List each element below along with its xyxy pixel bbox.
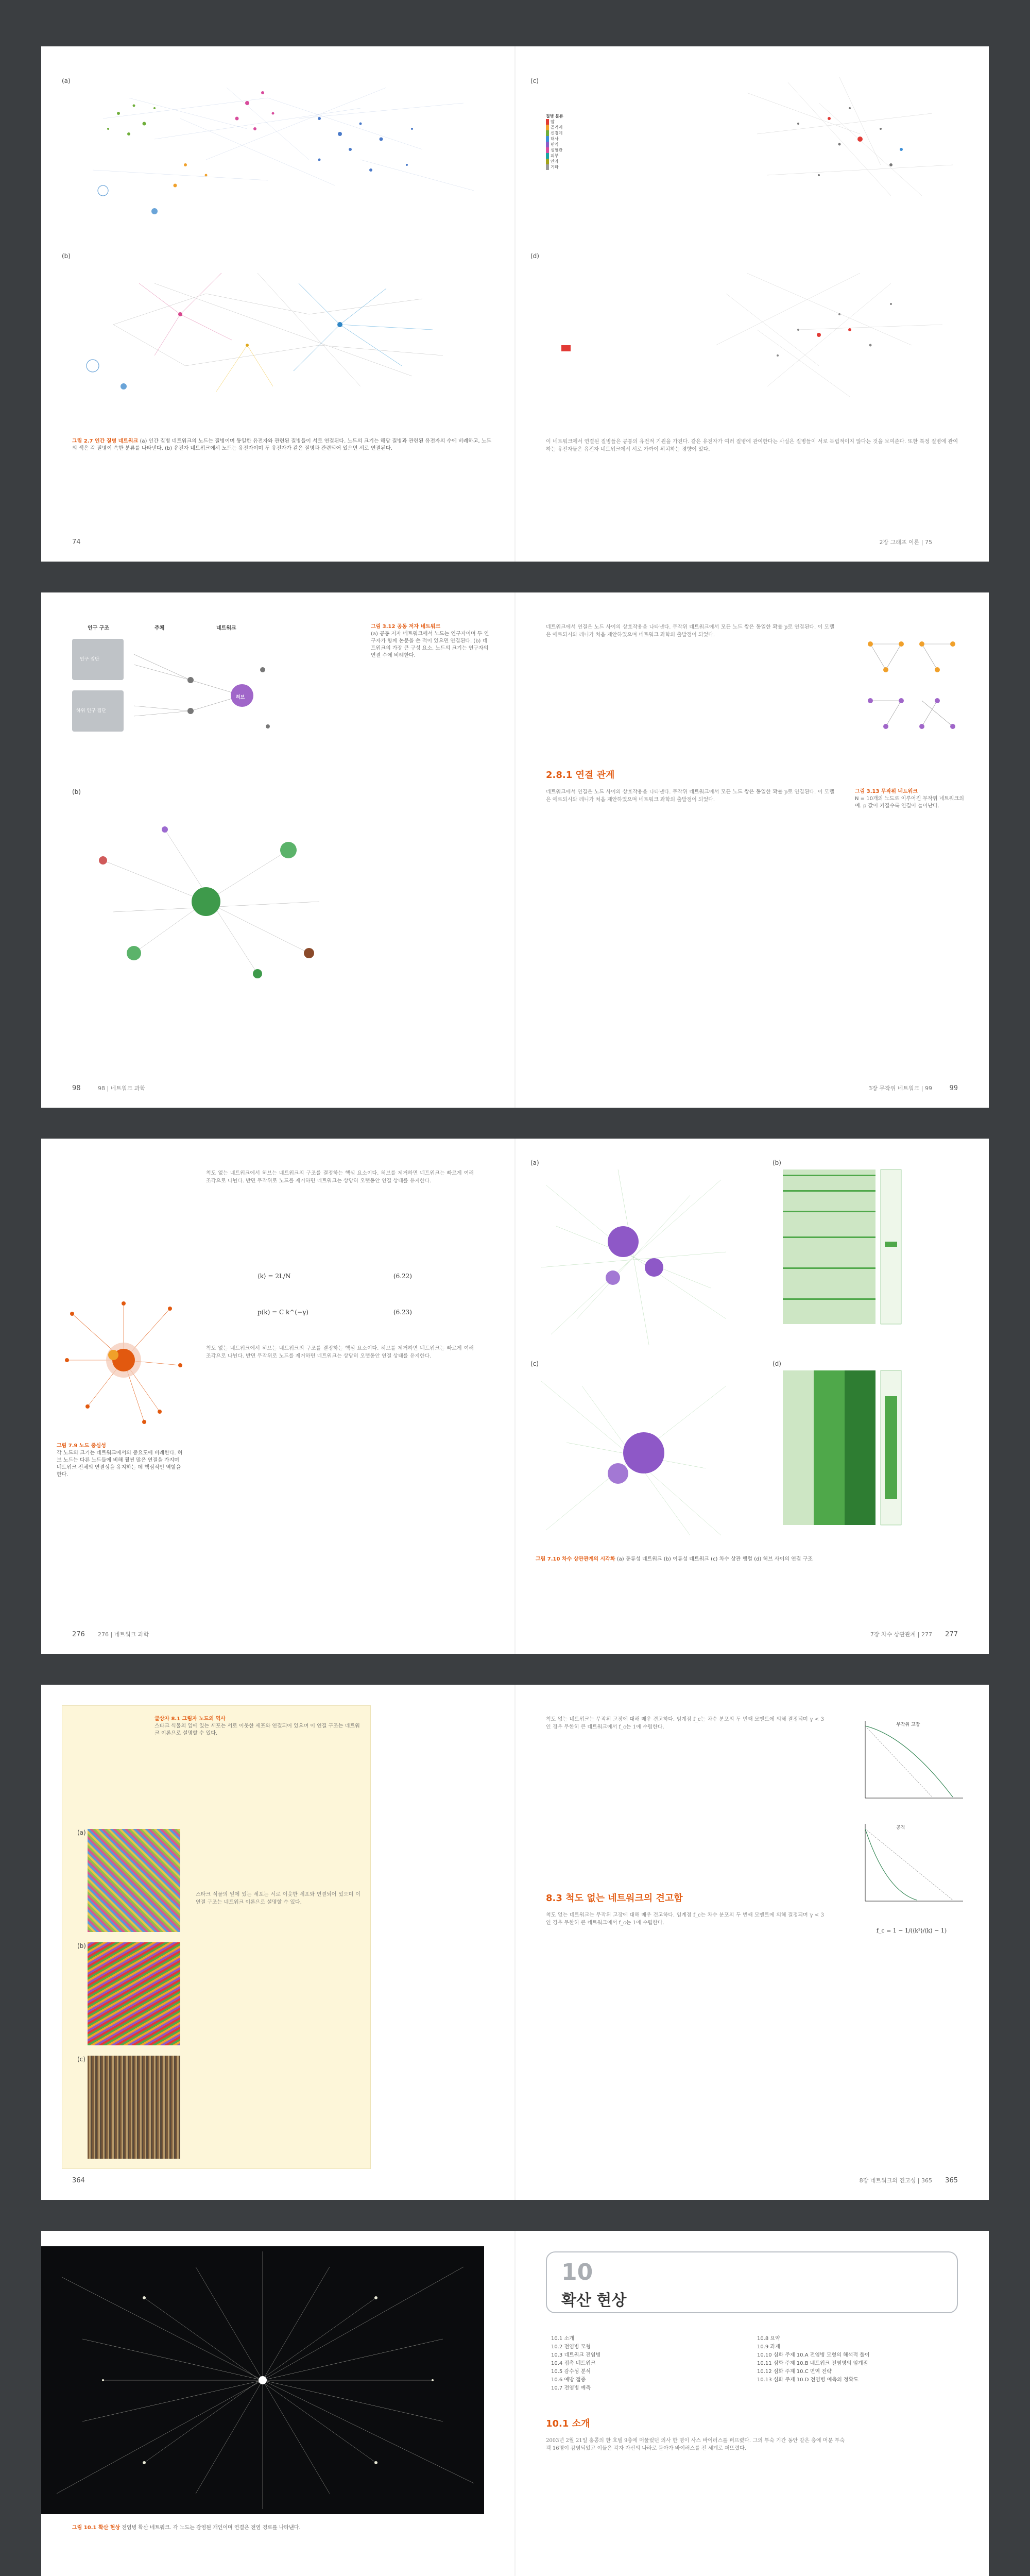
degree-correlation-matrix-a xyxy=(783,1170,917,1334)
legend-item: 면역 xyxy=(546,142,563,147)
page-99 xyxy=(515,592,989,1108)
body-paragraph: 척도 없는 네트워크에서 허브는 네트워크의 구조를 결정하는 핵심 요소이다. 허브를 제거하면 네트워크는 빠르게 여러 조각으로 나뉜다. 반면 무작위로 노드를 제거하면 네트워크는 상당히 오랫동안 연결 상태를 유지한다. xyxy=(206,1171,474,1184)
figure-sidebar xyxy=(371,623,489,659)
body-paragraph: 척도 없는 네트워크는 무작위 고장에 대해 매우 견고하다. 임계점 f_c는 차수 분포의 두 번째 모멘트에 의해 결정되며 γ < 3인 경우 무한히 큰 네트워크에서 f_c는 1에 수렴한다. xyxy=(546,1912,824,1926)
formula-text: ⟨k⟩ = 2L/N xyxy=(258,1273,291,1280)
figure-caption xyxy=(72,438,494,452)
running-head: 3장 무작위 네트워크 | 99 xyxy=(868,1085,932,1092)
panel-label-c: (c) xyxy=(530,1360,539,1367)
page-98 xyxy=(41,592,515,1108)
caption-title: 그림 10.1 확산 현상 xyxy=(72,2525,121,2531)
caption-text: 각 노드의 크기는 네트워크에서의 중요도에 비례한다. 허브 노드는 다른 노드들에 비해 훨씬 많은 연결을 가지며 네트워크 전체의 연결성을 유지하는 데 핵심적인 역할을 한다. xyxy=(57,1450,183,1478)
panel-label-a: (a) xyxy=(530,1159,539,1166)
legend-item: 심혈관 xyxy=(546,147,563,153)
panel-label-b: (b) xyxy=(72,788,81,795)
toc-item[interactable]: 10.1 소개 xyxy=(551,2336,574,2342)
formula: f_c = 1 − 1/(⟨k²⟩/⟨k⟩ − 1) xyxy=(876,1927,947,1934)
legend-item: 암 xyxy=(546,119,563,125)
page-276 xyxy=(41,1139,515,1654)
toc-item[interactable]: 10.10 심화 주제 10.A 전염병 모형의 해석적 풀이 xyxy=(757,2352,870,2358)
plot-label: 무작위 고장 xyxy=(896,1722,920,1727)
column-header: 주체 xyxy=(154,625,165,631)
toc-item[interactable]: 10.13 심화 주제 10.D 전염병 예측의 정확도 xyxy=(757,2377,859,2383)
equation-number: (6.22) xyxy=(393,1273,412,1280)
body-paragraph: 네트워크에서 연결은 노드 사이의 상호작용을 나타낸다. 무작위 네트워크에서 모든 노드 쌍은 동일한 확률 p로 연결된다. 이 모델은 에르되시와 레니가 처음 제안하였으며 네트워크 과학의 출발점이 되었다. xyxy=(546,789,834,803)
sidebar-text: N = 10개의 노드로 이루어진 무작위 네트워크의 예. p 값이 커질수록 연결이 늘어난다. xyxy=(855,796,964,809)
assortative-network xyxy=(536,1164,731,1350)
chapter-number: 10 xyxy=(561,2259,593,2285)
plot-label: 공격 xyxy=(896,1825,905,1831)
disease-legend xyxy=(546,113,563,170)
page-number: 74 xyxy=(72,538,81,546)
panel-label-b: (b) xyxy=(77,1942,86,1950)
epidemic-network-image xyxy=(41,2246,484,2514)
panel-label-b: (b) xyxy=(772,1159,781,1166)
page-408 xyxy=(41,2231,515,2576)
cell-image-a xyxy=(88,1829,180,1932)
formula xyxy=(258,1273,412,1280)
body-paragraph: 2003년 2월 21일 홍콩의 한 호텔 9층에 머물렀던 의사 한 명이 사스 바이러스를 퍼뜨렸다. 그의 투숙 기간 동안 같은 층에 머문 투숙객 16명이 감염되었고 이들은 각자 자신의 나라로 돌아가 바이러스를 전 세계로 퍼뜨렸다. xyxy=(546,2438,845,2451)
panel-label-b: (b) xyxy=(62,252,71,260)
caption-title: 그림 2.7 인간 질병 네트워크 xyxy=(72,438,139,444)
column-header: 네트워크 xyxy=(216,625,236,631)
toc-item[interactable]: 10.3 네트워크 전염병 xyxy=(551,2352,601,2358)
spread-2 xyxy=(41,592,989,1108)
gene-network-figure-b xyxy=(52,252,505,407)
running-head: 7장 차수 상관관계 | 277 xyxy=(870,1631,932,1638)
population-structure-diagram xyxy=(129,634,294,768)
panel-label-d: (d) xyxy=(772,1360,781,1367)
sidebar-title: 그림 3.12 공동 저자 네트워크 xyxy=(371,624,441,630)
toc-item[interactable]: 10.6 예방 접종 xyxy=(551,2377,586,2383)
page-number: 365 xyxy=(945,2177,958,2184)
page-364 xyxy=(41,1685,515,2200)
caption-title: 그림 7.9 노드 중심성 xyxy=(57,1443,106,1449)
spread-4 xyxy=(41,1685,989,2200)
page-365 xyxy=(515,1685,989,2200)
hub-node-diagram xyxy=(57,1293,191,1427)
column-header: 인구 구조 xyxy=(88,625,110,631)
legend-item: 신경계 xyxy=(546,130,563,136)
box-paragraph: 스타크 식물의 잎에 있는 세포는 서로 이웃한 세포와 연결되어 있으며 이 연결 구조는 네트워크 이론으로 설명할 수 있다. xyxy=(196,1892,360,1905)
page-277 xyxy=(515,1139,989,1654)
formula-text: p(k) = C k^(−γ) xyxy=(258,1309,308,1316)
running-head: 2장 그래프 이론 | 75 xyxy=(879,539,932,546)
disease-network-figure-c xyxy=(530,62,973,227)
toc-item[interactable]: 10.7 전염병 예측 xyxy=(551,2385,591,2391)
panel-label-c: (c) xyxy=(77,2056,85,2063)
caption-text: (a) 동류성 네트워크 (b) 이류성 네트워크 (c) 차수 상관 행렬 (d) 허브 사이의 연결 구조 xyxy=(616,1556,813,1562)
panel-label-d: (d) xyxy=(530,252,539,260)
spread-5 xyxy=(41,2231,989,2576)
hub-label: 허브 xyxy=(236,695,245,700)
legend-item: 안과 xyxy=(546,159,563,164)
chapter-title: 확산 현상 xyxy=(561,2292,627,2310)
page-75 xyxy=(515,46,989,562)
caption-text: (a) 인간 질병 네트워크의 노드는 질병이며 동일한 유전자와 관련된 질병들이 서로 연결된다. 노드의 크기는 해당 질병과 관련된 유전자의 수에 비례하고, 노드의 색은 각 질병이 속한 분류를 나타낸다. (b) 유전자 네트워크에서 노드는 유전자이며 두 유전자가 같은 질병과 관련되어 있으면 서로 연결된다. xyxy=(72,438,492,451)
body-paragraph: 이 네트워크에서 연결된 질병들은 공통의 유전적 기원을 가진다. 같은 유전자가 여러 질병에 관여한다는 사실은 질병들이 서로 독립적이지 않다는 것을 보여준다. 또한 특정 질병에 관여하는 유전자들은 유전자 네트워크에서 서로 가까이 위치하는 경향이 있다. xyxy=(546,439,958,452)
box-content xyxy=(154,1716,360,1737)
formula xyxy=(258,1309,412,1316)
toc-item[interactable]: 10.4 접촉 네트워크 xyxy=(551,2361,596,2366)
body-paragraph: 척도 없는 네트워크에서 허브는 네트워크의 구조를 결정하는 핵심 요소이다. 허브를 제거하면 네트워크는 빠르게 여러 조각으로 나뉜다. 반면 무작위로 노드를 제거하면 네트워크는 상당히 오랫동안 연결 상태를 유지한다. xyxy=(206,1346,474,1359)
sidebar-text: (a) 공동 저자 네트워크에서 노드는 연구자이며 두 연구자가 함께 논문을 쓴 적이 있으면 연결된다. (b) 네트워크의 가장 큰 구성 요소. 노드의 크기는 연구자의 연결 수에 비례한다. xyxy=(371,631,489,658)
disassortative-network xyxy=(536,1365,731,1551)
legend-item: 골격계 xyxy=(546,125,563,130)
row-label: 하위 인구 집단 xyxy=(76,708,106,714)
sidebar-title: 그림 3.13 무작위 네트워크 xyxy=(855,789,918,794)
row-label: 인구 집단 xyxy=(80,657,99,662)
cell-image-c xyxy=(88,2056,180,2159)
panel-label-a: (a) xyxy=(62,77,71,84)
body-paragraph: 척도 없는 네트워크는 무작위 고장에 대해 매우 견고하다. 임계점 f_c는 차수 분포의 두 번째 모멘트에 의해 결정되며 γ < 3인 경우 무한히 큰 네트워크에서 f_c는 1에 수렴한다. xyxy=(546,1717,824,1730)
caption-text: 전염병 확산 네트워크. 각 노드는 감염된 개인이며 연결은 전염 경로를 나타낸다. xyxy=(122,2525,301,2531)
running-head: 276 | 네트워크 과학 xyxy=(98,1631,149,1638)
running-head: 8장 네트워크의 견고성 | 365 xyxy=(859,2177,932,2184)
toc-item[interactable]: 10.5 감수성 분석 xyxy=(551,2369,591,2375)
spread-3 xyxy=(41,1139,989,1654)
degree-correlation-matrix-b xyxy=(783,1370,917,1535)
random-network-samples xyxy=(855,623,968,778)
panel-label-a: (a) xyxy=(77,1829,86,1836)
figure-caption xyxy=(57,1443,185,1479)
robustness-plot-attack xyxy=(855,1819,968,1911)
box-text: 스타크 식물의 잎에 있는 세포는 서로 이웃한 세포와 연결되어 있으며 이 연결 구조는 네트워크 이론으로 설명할 수 있다. xyxy=(154,1723,360,1736)
section-heading: 8.3 척도 없는 네트워크의 견고함 xyxy=(546,1893,683,1904)
page-number: 98 xyxy=(72,1084,81,1092)
section-heading: 10.1 소개 xyxy=(546,2418,590,2429)
gene-network-figure-d xyxy=(530,252,973,407)
page-number: 277 xyxy=(945,1631,958,1638)
toc-item[interactable]: 10.11 심화 주제 10.B 네트워크 전염병의 임계점 xyxy=(757,2361,868,2366)
spread-1 xyxy=(41,46,989,562)
body-paragraph: 네트워크에서 연결은 노드 사이의 상호작용을 나타낸다. 무작위 네트워크에서 모든 노드 쌍은 동일한 확률 p로 연결된다. 이 모델은 에르되시와 레니가 처음 제안하였으며 네트워크 과학의 출발점이 되었다. xyxy=(546,624,834,638)
caption-title: 그림 7.10 차수 상관관계의 시각화 xyxy=(536,1556,615,1562)
page-409 xyxy=(515,2231,989,2576)
robustness-plot-random xyxy=(855,1716,968,1808)
box-title: 글상자 8.1 그림자 노드의 역사 xyxy=(154,1716,226,1722)
legend-item: 기타 xyxy=(546,164,563,170)
section-heading: 2.8.1 연결 관계 xyxy=(546,770,615,781)
toc-item[interactable]: 10.12 심화 주제 10.C 면역 전략 xyxy=(757,2369,832,2375)
page-74 xyxy=(41,46,515,562)
epidemic-photo xyxy=(41,2246,484,2514)
figure-caption xyxy=(72,2524,433,2532)
page-number: 276 xyxy=(72,1631,85,1638)
page-number: 364 xyxy=(72,2177,85,2184)
legend-item: 피부 xyxy=(546,153,563,159)
page-number: 99 xyxy=(949,1084,958,1092)
toc-item[interactable]: 10.2 전염병 모형 xyxy=(551,2344,591,2350)
equation-number: (6.23) xyxy=(393,1309,412,1316)
disease-network-figure-a xyxy=(52,57,515,232)
figure-caption xyxy=(536,1556,958,1563)
figure-sidebar xyxy=(855,788,968,810)
toc-item[interactable]: 10.9 과제 xyxy=(757,2344,780,2350)
running-head: 98 | 네트워크 과학 xyxy=(98,1085,145,1092)
toc-item[interactable]: 10.8 요약 xyxy=(757,2336,780,2342)
legend-title: 질병 분류 xyxy=(546,114,563,118)
legend-item: 대사 xyxy=(546,136,563,142)
panel-label-c: (c) xyxy=(530,77,539,84)
cell-image-b xyxy=(88,1942,180,2045)
coauthor-network xyxy=(72,799,350,1005)
